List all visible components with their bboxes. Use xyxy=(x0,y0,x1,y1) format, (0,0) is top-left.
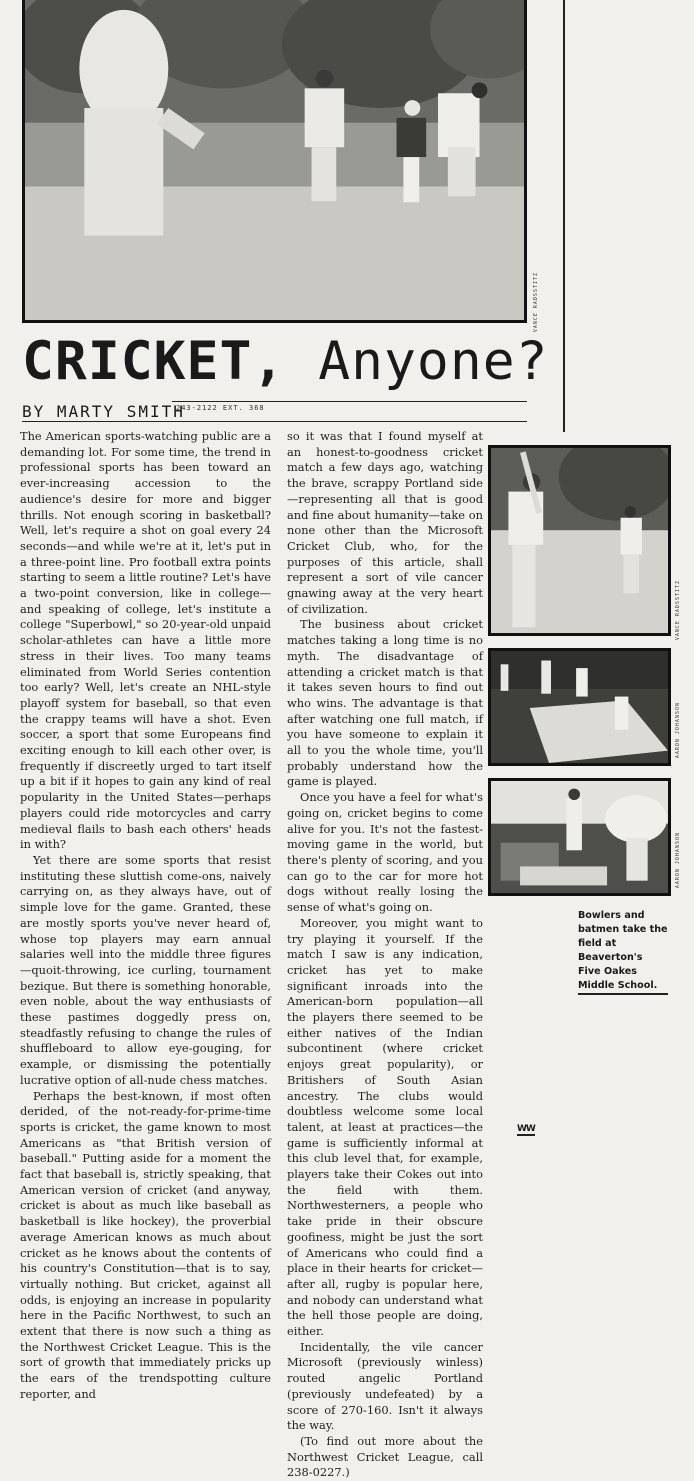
article-column-1 xyxy=(20,429,271,1403)
end-mark: WW xyxy=(517,1124,535,1134)
paragraph: Incidentally, the vile cancer Microsoft (previously winless) routed angelic Portland (previously undefeated) by a score of 270-160. Isn't it always the way. xyxy=(287,1339,483,1433)
top-photo-credit: VANCE RADSSTITZ xyxy=(533,272,539,333)
side-photo-pitch xyxy=(488,648,671,766)
paragraph: Yet there are some sports that resist instituting these sluttish come-ons, naively carrying on, as they always have, out of simple love for the game. Granted, these are mostly sports you've never heard of, whose top players may earn annual salaries well into the middle three figures—quoit-throwing, ice curling, tournament bezique. But there is something honorable, even noble, about the way enthusiasts of these pastimes doggedly press on, steadfastly refusing to change the rules of shuffleboard to allow eye-gouging, for example, or dismissing the potentially lucrative option of all-nude chess matches. xyxy=(20,852,271,1087)
paragraph: Once you have a feel for what's going on, cricket begins to come alive for you. It's not the fastest-moving game in the world, but there's plenty of scoring, and you can go to the car for more hot dogs without really losing the sense of what's going on. xyxy=(287,790,483,915)
side-photo-3-credit: AARON JOHANSON xyxy=(675,832,681,889)
headline xyxy=(22,330,549,394)
headline-strong: CRICKET, xyxy=(22,331,286,392)
paragraph: The American sports-watching public are a demanding lot. For some time, the trend in professional sports has been toward an ever-increasing accession to the audience's desire for more and bigger thrills. Not enough scoring in basketball? Well, let's require a shot on goal every 24 seconds—and while we're at it, let's put in a three-point line. Pro football extra points starting to seem a little routine? Let's have a two-point conversion, like in college—and speaking of college, let's institute a college "Superbowl," so 20-year-old unpaid scholar-athletes can have a little more stress in their lives. Too many teams eliminated from World Series contention too early? Well, let's create an NHL-style playoff system for baseball, so that even the crappy teams will have a shot. Even soccer, a sport that some Europeans find exciting enough to kill each other over, is frequently if discreetly urged to tart itself up a bit if it hopes to gain any kind of real popularity in the United States—perhaps players could ride motorcycles and carry medieval flails to bash each others' heads in with? xyxy=(20,429,271,852)
headline-rest: Anyone? xyxy=(318,331,549,392)
paragraph: so it was that I found myself at an honest-to-goodness cricket match a few days ago, watching the brave, scrappy Portland side—representing all that is good and fine about humanity—take on none other than the Microsoft Cricket Club, who, for the purposes of this article, shall represent a sort of vile cancer gnawing away at the very heart of civilization. xyxy=(287,429,483,616)
phone-extension: 243-2122 EXT. 368 xyxy=(176,404,265,412)
side-photo-batsman xyxy=(488,445,671,636)
byline: BY MARTY SMITH xyxy=(22,402,185,421)
byline-rule-bottom xyxy=(22,421,527,422)
paragraph: The business about cricket matches taking a long time is no myth. The disadvantage of attending a cricket match is that it takes seven hours to find out who wins. The advantage is that after watching one full match, if you have someone to explain it all to you the whole time, you'll probably understand how the game is played. xyxy=(287,617,483,789)
top-photo-cricket-match xyxy=(22,0,527,323)
caption-rule xyxy=(578,993,668,995)
paragraph: Moreover, you might want to try playing it yourself. If the match I saw is any indication, cricket has yet to make significant inroads into the American-born population—all the players there seemed to be either natives of the Indian subcontinent (where cricket enjoys great popularity), or Britishers of South Asian ancestry. The clubs would doubtless welcome some local talent, at least at practices—the game is sufficiently informal at this club level that, for example, players take their Cokes out into the field with them. Northwesterners, a people who take pride in their obscure goofiness, might be just the sort of Americans who could find a place in their hearts for cricket—after all, rugby is popular here, and nobody can understand what the hell those people are doing, either. xyxy=(287,915,483,1339)
paragraph: Perhaps the best-known, if most often derided, of the not-ready-for-prime-time sports is cricket, the game known to most Americans as "that British version of baseball." Putting aside for a moment the fact that baseball is, strictly speaking, that American version of cricket (and anyway, cricket is about as much like baseball as basketball is like hockey), the proverbial average American knows as much about cricket as he knows about the contents of his country's Constitution—that is to say, virtually nothing. But cricket, against all odds, is enjoying an increase in popularity here in the Pacific Northwest, to such an extent that there is now such a thing as the Northwest Cricket League. This is the sort of growth that immediately pricks up the ears of the trendspotting culture reporter, and xyxy=(20,1088,271,1401)
paragraph: (To find out more about the Northwest Cricket League, call 238-0227.) xyxy=(287,1434,483,1480)
byline-rule-top xyxy=(172,401,527,402)
side-photo-2-credit: AARON JOHANSON xyxy=(675,702,681,759)
side-photo-players-resting xyxy=(488,778,671,896)
article-column-2 xyxy=(287,429,483,1481)
photo-caption: Bowlers and batmen take the field at Beaverton's Five Oakes Middle School. xyxy=(578,910,668,991)
column-rule xyxy=(563,0,565,432)
side-photo-1-credit: VANCE RADSSTITZ xyxy=(675,580,681,641)
